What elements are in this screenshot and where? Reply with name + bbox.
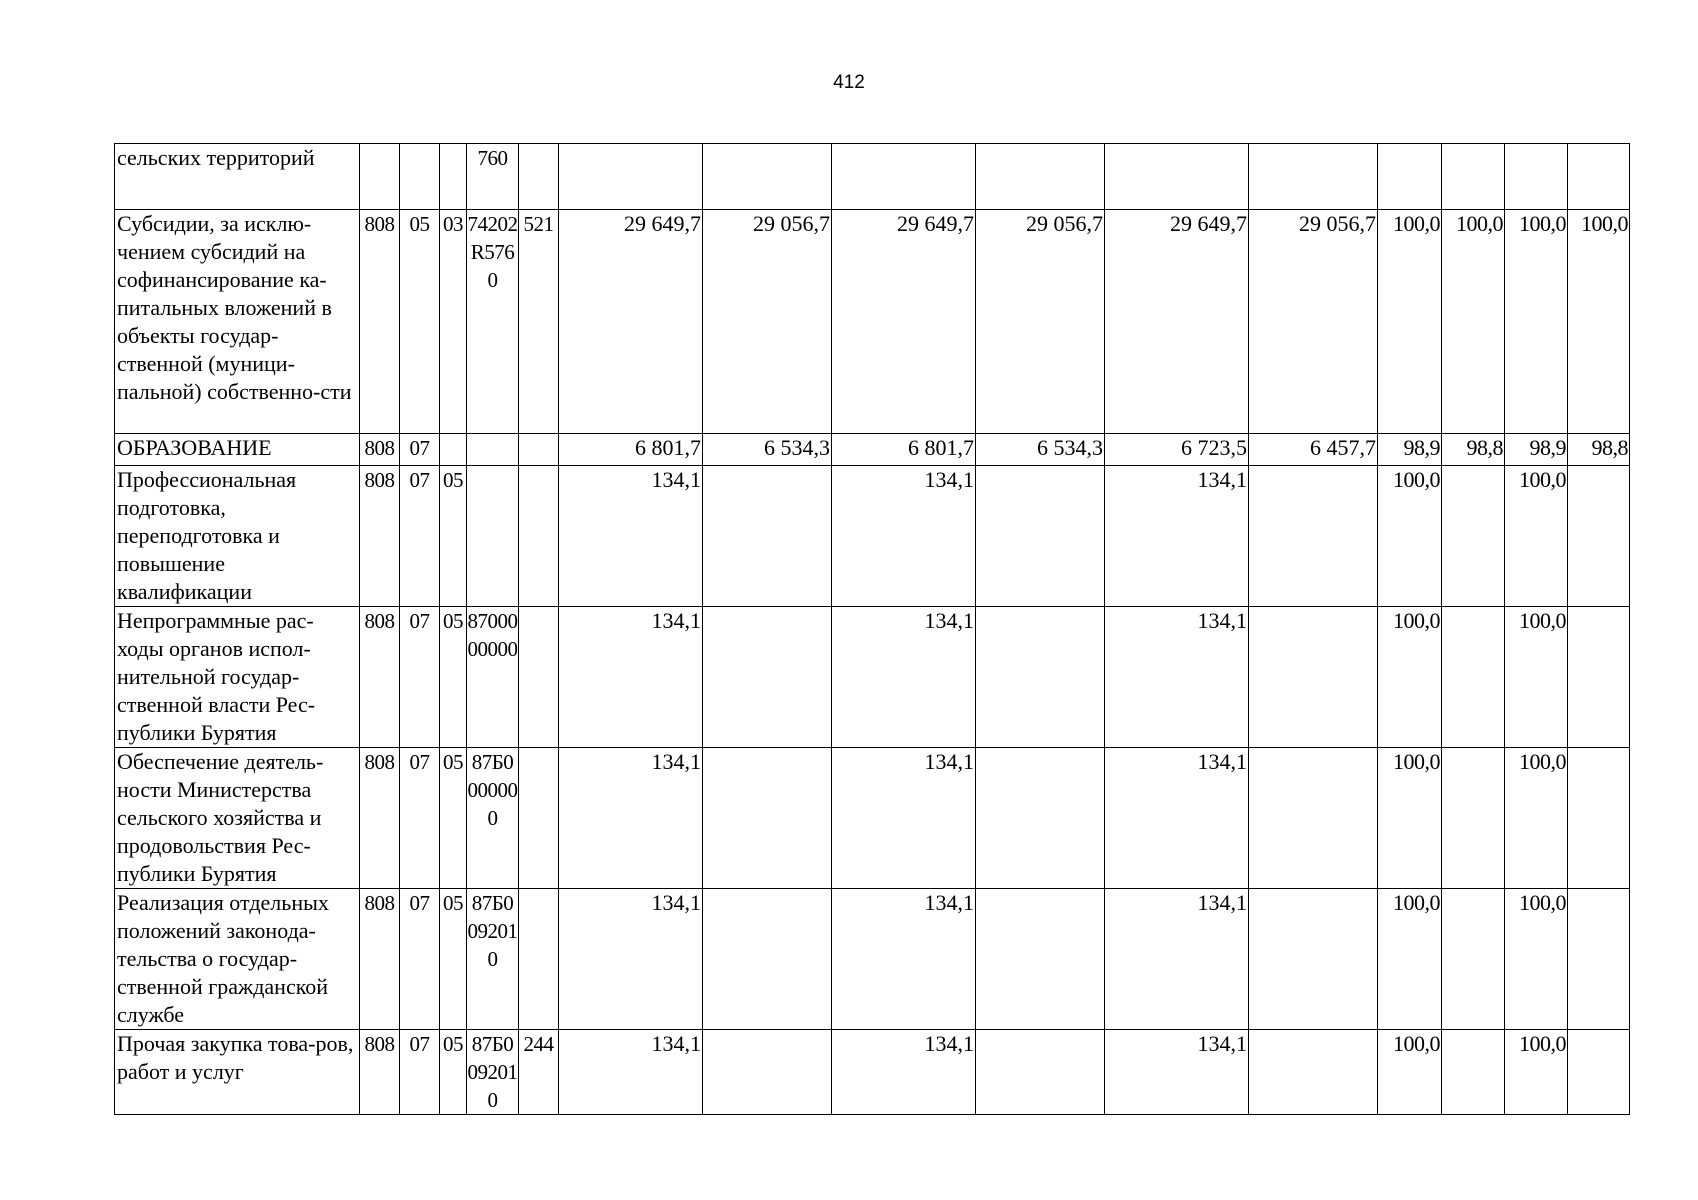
amount-6 — [1249, 466, 1378, 607]
target-article-code: 8700000000 — [467, 607, 519, 748]
percent-4: 100,0 — [1568, 210, 1630, 434]
amount-5: 29 649,7 — [1105, 210, 1249, 434]
percent-4 — [1568, 748, 1630, 889]
amount-2 — [703, 607, 832, 748]
percent-3: 100,0 — [1505, 210, 1568, 434]
amount-2 — [703, 466, 832, 607]
row-name: сельских территорий — [115, 144, 360, 210]
amount-3: 134,1 — [832, 607, 976, 748]
amount-6 — [1249, 1030, 1378, 1115]
amount-2 — [703, 144, 832, 210]
subsection-code: 05 — [440, 889, 467, 1030]
percent-4 — [1568, 889, 1630, 1030]
amount-1 — [559, 144, 703, 210]
percent-3: 100,0 — [1505, 466, 1568, 607]
amount-5: 134,1 — [1105, 1030, 1249, 1115]
amount-1: 134,1 — [559, 607, 703, 748]
ved-code: 808 — [360, 466, 400, 607]
percent-2 — [1442, 144, 1505, 210]
expense-type-code — [519, 144, 559, 210]
amount-3: 29 649,7 — [832, 210, 976, 434]
amount-2 — [703, 1030, 832, 1115]
percent-2 — [1442, 607, 1505, 748]
amount-6 — [1249, 144, 1378, 210]
table-row — [115, 889, 1630, 1030]
amount-1: 134,1 — [559, 889, 703, 1030]
amount-5 — [1105, 144, 1249, 210]
amount-3: 6 801,7 — [832, 434, 976, 466]
amount-4 — [976, 889, 1105, 1030]
percent-1 — [1378, 144, 1442, 210]
amount-6 — [1249, 748, 1378, 889]
amount-3 — [832, 144, 976, 210]
amount-5: 134,1 — [1105, 466, 1249, 607]
section-code — [400, 144, 440, 210]
percent-1: 100,0 — [1378, 889, 1442, 1030]
percent-2 — [1442, 1030, 1505, 1115]
subsection-code — [440, 144, 467, 210]
amount-4: 29 056,7 — [976, 210, 1105, 434]
target-article-code: 760 — [467, 144, 519, 210]
budget-table-body — [115, 144, 1630, 1115]
target-article-code: 87Б0092010 — [467, 1030, 519, 1115]
row-name: Непрограммные рас-ходы органов испол-нительной государ-ственной власти Рес-публики Бурятия — [115, 607, 360, 748]
page-number: 412 — [833, 72, 865, 93]
amount-4: 6 534,3 — [976, 434, 1105, 466]
percent-4 — [1568, 607, 1630, 748]
ved-code: 808 — [360, 748, 400, 889]
subsection-code: 05 — [440, 748, 467, 889]
target-article-code — [467, 466, 519, 607]
percent-2 — [1442, 748, 1505, 889]
target-article-code: 74202R5760 — [467, 210, 519, 434]
expense-type-code — [519, 889, 559, 1030]
amount-6 — [1249, 607, 1378, 748]
table-row — [115, 434, 1630, 466]
amount-4 — [976, 748, 1105, 889]
expense-type-code — [519, 434, 559, 466]
percent-3 — [1505, 144, 1568, 210]
section-code: 07 — [400, 889, 440, 1030]
row-name: Обеспечение деятель-ности Министерства сельского хозяйства и продовольствия Рес-публики Бурятия — [115, 748, 360, 889]
percent-1: 98,9 — [1378, 434, 1442, 466]
target-article-code: 87Б0000000 — [467, 748, 519, 889]
target-article-code — [467, 434, 519, 466]
percent-4 — [1568, 144, 1630, 210]
amount-1: 134,1 — [559, 1030, 703, 1115]
percent-3: 100,0 — [1505, 889, 1568, 1030]
amount-4 — [976, 466, 1105, 607]
table-row — [115, 1030, 1630, 1115]
amount-1: 134,1 — [559, 748, 703, 889]
percent-1: 100,0 — [1378, 607, 1442, 748]
row-name: ОБРАЗОВАНИЕ — [115, 434, 360, 466]
target-article-code: 87Б0092010 — [467, 889, 519, 1030]
percent-1: 100,0 — [1378, 466, 1442, 607]
amount-6 — [1249, 889, 1378, 1030]
subsection-code: 05 — [440, 607, 467, 748]
ved-code — [360, 144, 400, 210]
subsection-code: 03 — [440, 210, 467, 434]
amount-2: 6 534,3 — [703, 434, 832, 466]
percent-2: 98,8 — [1442, 434, 1505, 466]
amount-4 — [976, 607, 1105, 748]
amount-1: 6 801,7 — [559, 434, 703, 466]
table-row — [115, 144, 1630, 210]
amount-3: 134,1 — [832, 748, 976, 889]
percent-2 — [1442, 889, 1505, 1030]
amount-2 — [703, 748, 832, 889]
amount-5: 134,1 — [1105, 607, 1249, 748]
subsection-code — [440, 434, 467, 466]
amount-3: 134,1 — [832, 466, 976, 607]
section-code: 07 — [400, 434, 440, 466]
expense-type-code — [519, 607, 559, 748]
expense-type-code: 521 — [519, 210, 559, 434]
ved-code: 808 — [360, 889, 400, 1030]
percent-2: 100,0 — [1442, 210, 1505, 434]
amount-3: 134,1 — [832, 1030, 976, 1115]
section-code: 07 — [400, 466, 440, 607]
percent-1: 100,0 — [1378, 748, 1442, 889]
expense-type-code — [519, 748, 559, 889]
amount-3: 134,1 — [832, 889, 976, 1030]
ved-code: 808 — [360, 434, 400, 466]
amount-5: 134,1 — [1105, 748, 1249, 889]
amount-2: 29 056,7 — [703, 210, 832, 434]
percent-4 — [1568, 1030, 1630, 1115]
percent-3: 100,0 — [1505, 748, 1568, 889]
percent-3: 100,0 — [1505, 1030, 1568, 1115]
percent-4: 98,8 — [1568, 434, 1630, 466]
ved-code: 808 — [360, 1030, 400, 1115]
row-name: Профессиональная подготовка, переподготовка и повышение квалификации — [115, 466, 360, 607]
subsection-code: 05 — [440, 1030, 467, 1115]
section-code: 07 — [400, 1030, 440, 1115]
percent-1: 100,0 — [1378, 210, 1442, 434]
amount-5: 6 723,5 — [1105, 434, 1249, 466]
expense-type-code — [519, 466, 559, 607]
row-name: Субсидии, за исклю-чением субсидий на софинансирование ка-питальных вложений в объекты государ-ственной (муници-пальной) собственно-сти — [115, 210, 360, 434]
percent-4 — [1568, 466, 1630, 607]
table-row — [115, 748, 1630, 889]
percent-3: 98,9 — [1505, 434, 1568, 466]
row-name: Прочая закупка това-ров, работ и услуг — [115, 1030, 360, 1115]
amount-5: 134,1 — [1105, 889, 1249, 1030]
ved-code: 808 — [360, 210, 400, 434]
row-name: Реализация отдельных положений законода-тельства о государ-ственной гражданской службе — [115, 889, 360, 1030]
percent-1: 100,0 — [1378, 1030, 1442, 1115]
table-row — [115, 210, 1630, 434]
budget-table — [114, 143, 1630, 1115]
percent-3: 100,0 — [1505, 607, 1568, 748]
amount-1: 29 649,7 — [559, 210, 703, 434]
percent-2 — [1442, 466, 1505, 607]
expense-type-code: 244 — [519, 1030, 559, 1115]
ved-code: 808 — [360, 607, 400, 748]
section-code: 05 — [400, 210, 440, 434]
subsection-code: 05 — [440, 466, 467, 607]
section-code: 07 — [400, 748, 440, 889]
amount-2 — [703, 889, 832, 1030]
table-row — [115, 466, 1630, 607]
amount-6: 6 457,7 — [1249, 434, 1378, 466]
amount-6: 29 056,7 — [1249, 210, 1378, 434]
table-row — [115, 607, 1630, 748]
amount-1: 134,1 — [559, 466, 703, 607]
amount-4 — [976, 1030, 1105, 1115]
amount-4 — [976, 144, 1105, 210]
section-code: 07 — [400, 607, 440, 748]
